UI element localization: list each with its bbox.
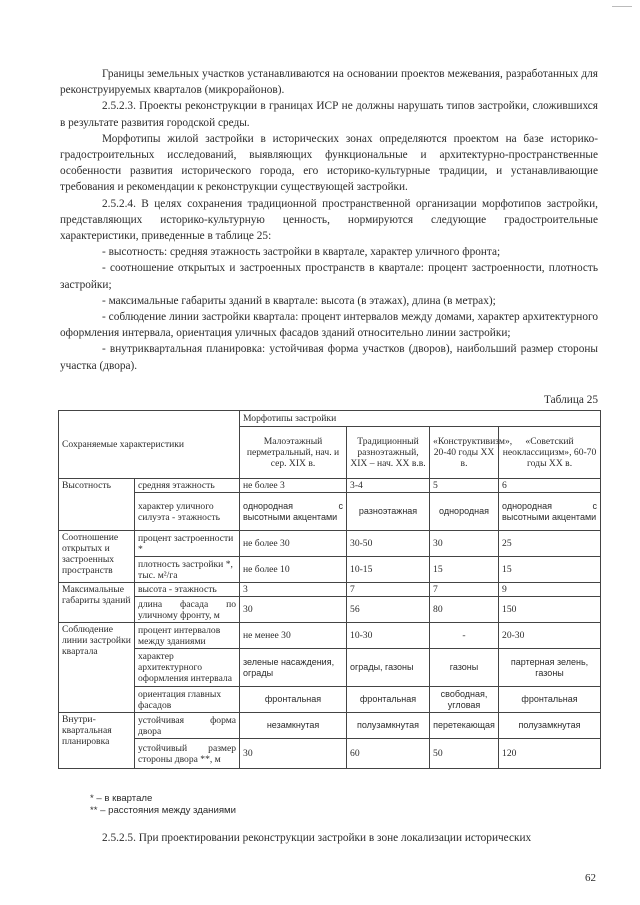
row-label: средняя этажность [135,479,240,493]
cell: 30 [430,531,499,557]
cell: не более 30 [240,531,347,557]
header-col-4: «Советский неоклассицизм», 60-70 годы XX в. [499,427,601,479]
paragraph-morphotypes: Морфотипы жилой застройки в исторических зонах определяются проектом на базе историко-градостроительных исследований, выявляющих функциональные и архитектурно-пространственные особенности развития исторического города, его историко-культурные традиции, и устанавливающие требования и рекомендации к реконструкции существующей застройки. [60,132,598,194]
cell: фронтальная [347,687,430,713]
list-item-dimensions: - максимальные габариты зданий в квартале: высота (в этажах), длина (в метрах); [102,294,496,307]
cell: не более 10 [240,557,347,583]
table-row [59,597,601,623]
note-distances: ** – расстояния между зданиями [90,805,236,816]
page-number: 62 [585,872,596,884]
cell: 3-4 [347,479,430,493]
cell: 15 [430,557,499,583]
row-label: процент застроенности * [135,531,240,557]
cell: однородная с высотными акцентами [240,493,347,531]
cell: фронтальная [240,687,347,713]
cell: 6 [499,479,601,493]
cell: 150 [499,597,601,623]
cell: свободная, угловая [430,687,499,713]
cell: 7 [347,583,430,597]
cell: 5 [430,479,499,493]
cell: разноэтажная [347,493,430,531]
cell: 25 [499,531,601,557]
cell: полузамкнутая [499,713,601,739]
row-label: высота - этажность [135,583,240,597]
header-col-3: «Конструктивизм», 20-40 годы XX в. [430,427,499,479]
list-item-building-line: - соблюдение линии застройки квартала: процент интервалов между домами, характер архитектурного оформления интервала, ориентация уличных фасадов зданий относительно линии застройки; [60,311,598,340]
list-item-planning: - внутриквартальная планировка: устойчивая форма участков (дворов), наибольший размер стороны участка (двора). [60,343,598,372]
header-morphotypes: Морфотипы застройки [240,411,601,427]
cell: партерная зелень, газоны [499,649,601,687]
cell: перетекающая [430,713,499,739]
list-item-height: - высотность: средняя этажность застройки в квартале, характер уличного фронта; [102,246,501,259]
cell: 9 [499,583,601,597]
header-preserved: Сохраняемые характеристики [59,411,240,479]
list-item-ratio: - соотношение открытых и застроенных пространств в квартале: процент застроенности, плотность застройки; [60,262,598,291]
cell: - [430,623,499,649]
cell: однородная [430,493,499,531]
group-dimensions: Максимальные габариты зданий [59,583,135,623]
table-row [59,493,601,531]
table-row [59,479,601,493]
group-planning: Внутри-квартальная планировка [59,713,135,769]
row-label: устойчивая форма двора [135,713,240,739]
cell: 30-50 [347,531,430,557]
table-row [59,531,601,557]
row-label: ориентация главных фасадов [135,687,240,713]
row-label: устойчивый размер стороны двора **, м [135,739,240,769]
cell: ограды, газоны [347,649,430,687]
cell: 50 [430,739,499,769]
cell: фронтальная [499,687,601,713]
cell: 30 [240,597,347,623]
cell: зеленые насаждения, ограды [240,649,347,687]
group-height: Высотность [59,479,135,531]
cell: 10-30 [347,623,430,649]
morphotypes-table [58,410,601,769]
cell: 60 [347,739,430,769]
cell: полузамкнутая [347,713,430,739]
cell: 56 [347,597,430,623]
header-col-2: Традиционный разноэтажный, XIX – нач. XX в.в. [347,427,430,479]
cell: 120 [499,739,601,769]
table-row [59,739,601,769]
row-label: характер архитектурного оформления интервала [135,649,240,687]
paragraph-2-5-2-5: 2.5.2.5. При проектировании реконструкции застройки в зоне локализации исторических [102,832,532,844]
row-label: характер уличного силуэта - этажность [135,493,240,531]
paragraph-parcels: Границы земельных участков устанавливаются на основании проектов межевания, разработанных для реконструируемых кварталов (микрорайонов). [60,68,598,97]
cell: 20-30 [499,623,601,649]
body-text [60,66,598,374]
cell: не более 3 [240,479,347,493]
table-row [59,557,601,583]
cell: 80 [430,597,499,623]
scan-artifact [612,6,632,7]
cell: 15 [499,557,601,583]
table-notes [90,793,236,817]
table-caption: Таблица 25 [544,394,598,406]
cell: 30 [240,739,347,769]
cell: 10-15 [347,557,430,583]
cell: не менее 30 [240,623,347,649]
cell: 7 [430,583,499,597]
paragraph-2-5-2-4: 2.5.2.4. В целях сохранения традиционной пространственной организации морфотипов застройки, представляющих историко-культурную ценность, нормируются следующие градостроительные характеристики, приведенные в таблице 25: [60,197,598,243]
cell: газоны [430,649,499,687]
table-row [59,713,601,739]
cell: 3 [240,583,347,597]
table-row [59,583,601,597]
cell: незамкнутая [240,713,347,739]
row-label: процент интервалов между зданиями [135,623,240,649]
cell: однородная с высотными акцентами [499,493,601,531]
table-row [59,687,601,713]
row-label: длина фасада по уличному фронту, м [135,597,240,623]
paragraph-2-5-2-3: 2.5.2.3. Проекты реконструкции в границах ИСР не должны нарушать типов застройки, сложившихся в результате развития городской среды. [60,100,598,129]
row-label: плотность застройки *, тыс. м²/га [135,557,240,583]
header-col-1: Малоэтажный перметральный, нач. и сер. XIX в. [240,427,347,479]
table-row [59,649,601,687]
note-in-block: * – в квартале [90,793,153,804]
group-building-line: Соблюдение линии застройки квартала [59,623,135,713]
group-ratio: Соотношение открытых и застроенных пространств [59,531,135,583]
table-row [59,623,601,649]
